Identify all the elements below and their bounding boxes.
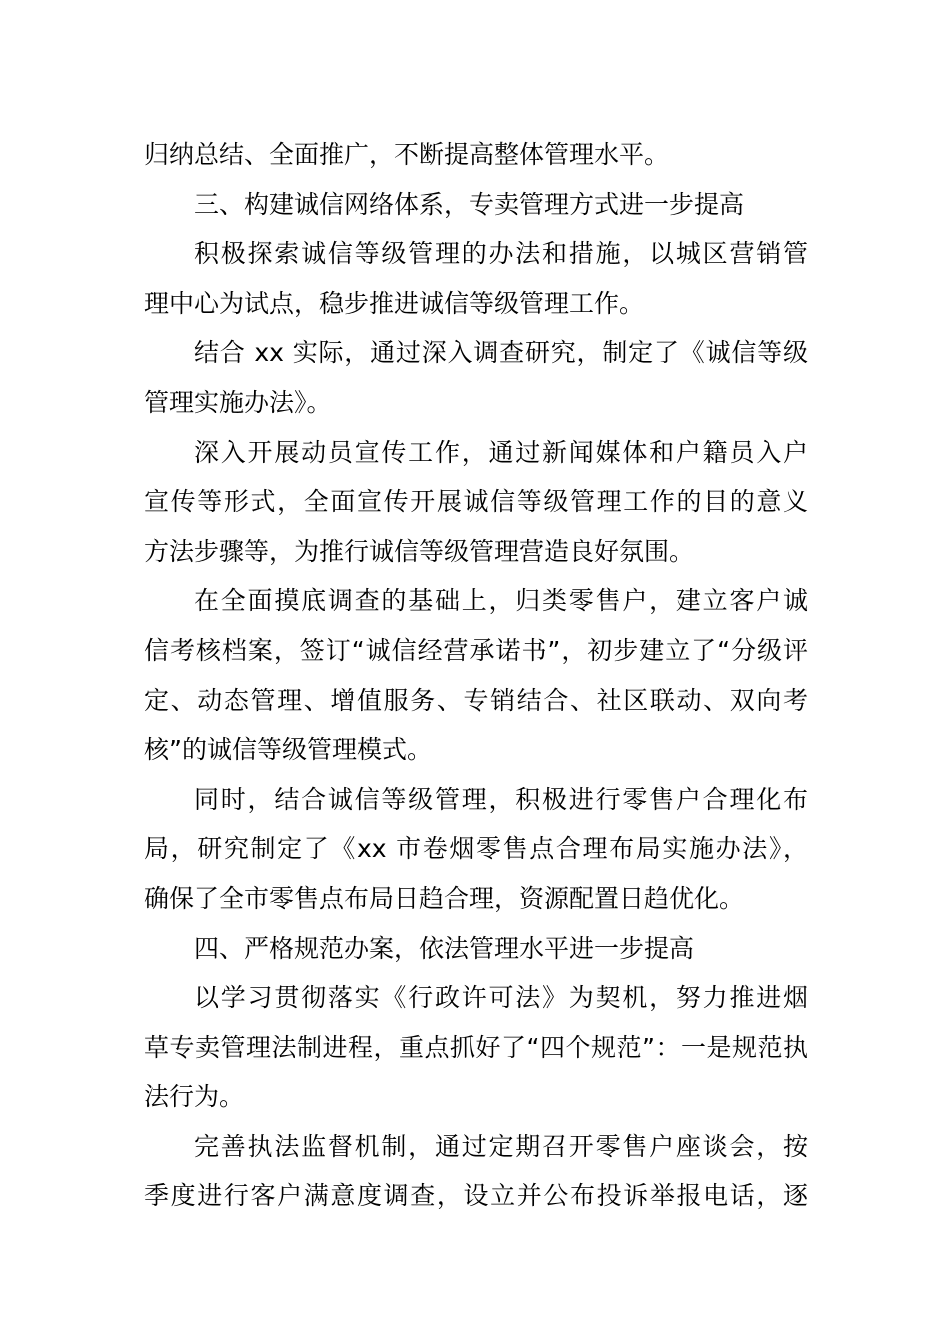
paragraph	[144, 973, 808, 1122]
text-line: 草专卖管理法制进程，重点抓好了“四个规范”：一是规范执	[144, 1032, 808, 1062]
text-line: 核”的诚信等级管理模式。	[144, 735, 432, 765]
section-heading-3	[144, 180, 808, 230]
paragraph	[144, 1122, 808, 1221]
text-line: 四、严格规范办案，依法管理水平进一步提高	[194, 933, 695, 963]
text-line: 理中心为试点，稳步推进诚信等级管理工作。	[144, 288, 645, 318]
text-line: 深入开展动员宣传工作，通过新闻媒体和户籍员入户	[194, 437, 808, 467]
text-line: 局，研究制定了《xx 市卷烟零售点合理布局实施办法》，	[144, 834, 808, 864]
text-line: 完善执法监督机制，通过定期召开零售户座谈会，按	[194, 1131, 808, 1161]
text-line: 确保了全市零售点布局日趋合理，资源配置日趋优化。	[144, 883, 745, 913]
text-line: 管理实施办法》。	[144, 387, 332, 417]
paragraph	[144, 328, 808, 427]
paragraph	[144, 775, 808, 924]
text-line: 定、动态管理、增值服务、专销结合、社区联动、双向考	[144, 685, 808, 715]
text-line: 宣传等形式，全面宣传开展诚信等级管理工作的目的意义	[144, 487, 808, 517]
text-line: 归纳总结、全面推广，不断提高整体管理水平。	[144, 140, 670, 169]
section-heading-4	[144, 924, 808, 974]
paragraph	[144, 428, 808, 577]
text-line: 结合 xx 实际，通过深入调查研究，制定了《诚信等级	[194, 338, 808, 368]
text-line: 信考核档案，签订“诚信经营承诺书”，初步建立了“分级评	[144, 635, 808, 665]
paragraph	[144, 229, 808, 328]
text-line: 三、构建诚信网络体系，专卖管理方式进一步提高	[194, 189, 745, 219]
paragraph	[144, 576, 808, 774]
text-line: 在全面摸底调查的基础上，归类零售户，建立客户诚	[194, 586, 808, 616]
text-line: 积极探索诚信等级管理的办法和措施，以城区营销管	[194, 239, 808, 269]
document-body	[144, 130, 808, 1221]
text-line: 以学习贯彻落实《行政许可法》为契机，努力推进烟	[194, 983, 808, 1013]
paragraph-continuation	[144, 130, 808, 180]
text-line: 法行为。	[144, 1082, 245, 1112]
text-line: 季度进行客户满意度调查，设立并公布投诉举报电话，逐	[144, 1181, 808, 1211]
text-line: 方法步骤等，为推行诚信等级管理营造良好氛围。	[144, 536, 695, 566]
text-line: 同时，结合诚信等级管理，积极进行零售户合理化布	[194, 784, 808, 814]
